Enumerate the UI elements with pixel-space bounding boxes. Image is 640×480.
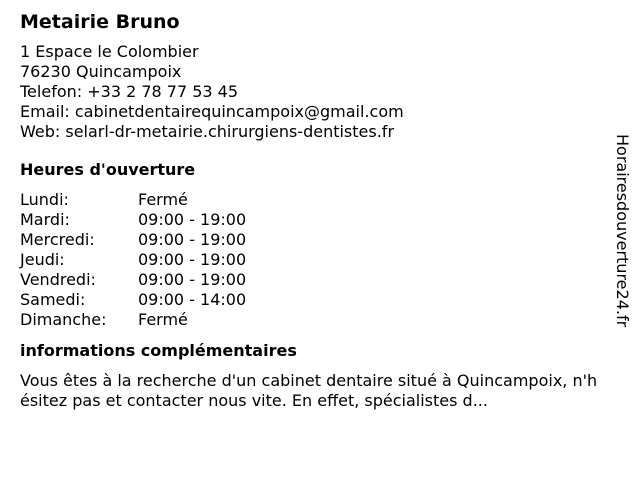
hours-row-saturday xyxy=(20,290,610,310)
day-hours: 09:00 - 19:00 xyxy=(138,230,247,249)
additional-info-text: Vous êtes à la recherche d'un cabinet dentaire situé à Quincampoix, n'hésitez pas et contacter nous vite. En effet, spécialistes d... xyxy=(20,371,598,410)
hours-row-sunday xyxy=(20,310,610,330)
hours-row-wednesday xyxy=(20,230,610,250)
day-label: Mercredi: xyxy=(20,230,95,249)
hours-row-monday xyxy=(20,190,610,210)
day-label: Mardi: xyxy=(20,210,70,229)
opening-hours-heading: Heures d'ouverture xyxy=(20,160,196,179)
day-label: Lundi: xyxy=(20,190,69,209)
day-label: Dimanche: xyxy=(20,310,107,329)
email-address: Email: cabinetdentairequincampoix@gmail.com xyxy=(20,102,404,121)
day-hours: 09:00 - 19:00 xyxy=(138,270,247,289)
day-hours: 09:00 - 14:00 xyxy=(138,290,247,309)
address-street: 1 Espace le Colombier xyxy=(20,42,199,61)
day-hours: 09:00 - 19:00 xyxy=(138,210,247,229)
day-hours: 09:00 - 19:00 xyxy=(138,250,247,269)
hours-row-tuesday xyxy=(20,210,610,230)
phone-number: Telefon: +33 2 78 77 53 45 xyxy=(20,82,239,101)
business-name: Metairie Bruno xyxy=(20,11,180,33)
day-label: Jeudi: xyxy=(20,250,65,269)
day-hours: Fermé xyxy=(138,190,188,209)
additional-info-heading: informations complémentaires xyxy=(20,341,297,360)
day-label: Samedi: xyxy=(20,290,86,309)
business-card xyxy=(20,10,610,411)
site-watermark: Horairesdouverture24.fr xyxy=(613,134,632,328)
opening-hours-table xyxy=(20,190,610,330)
hours-row-friday xyxy=(20,270,610,290)
hours-row-thursday xyxy=(20,250,610,270)
day-label: Vendredi: xyxy=(20,270,96,289)
address-city: 76230 Quincampoix xyxy=(20,62,182,81)
day-hours: Fermé xyxy=(138,310,188,329)
website-address: Web: selarl-dr-metairie.chirurgiens-dentistes.fr xyxy=(20,122,395,141)
